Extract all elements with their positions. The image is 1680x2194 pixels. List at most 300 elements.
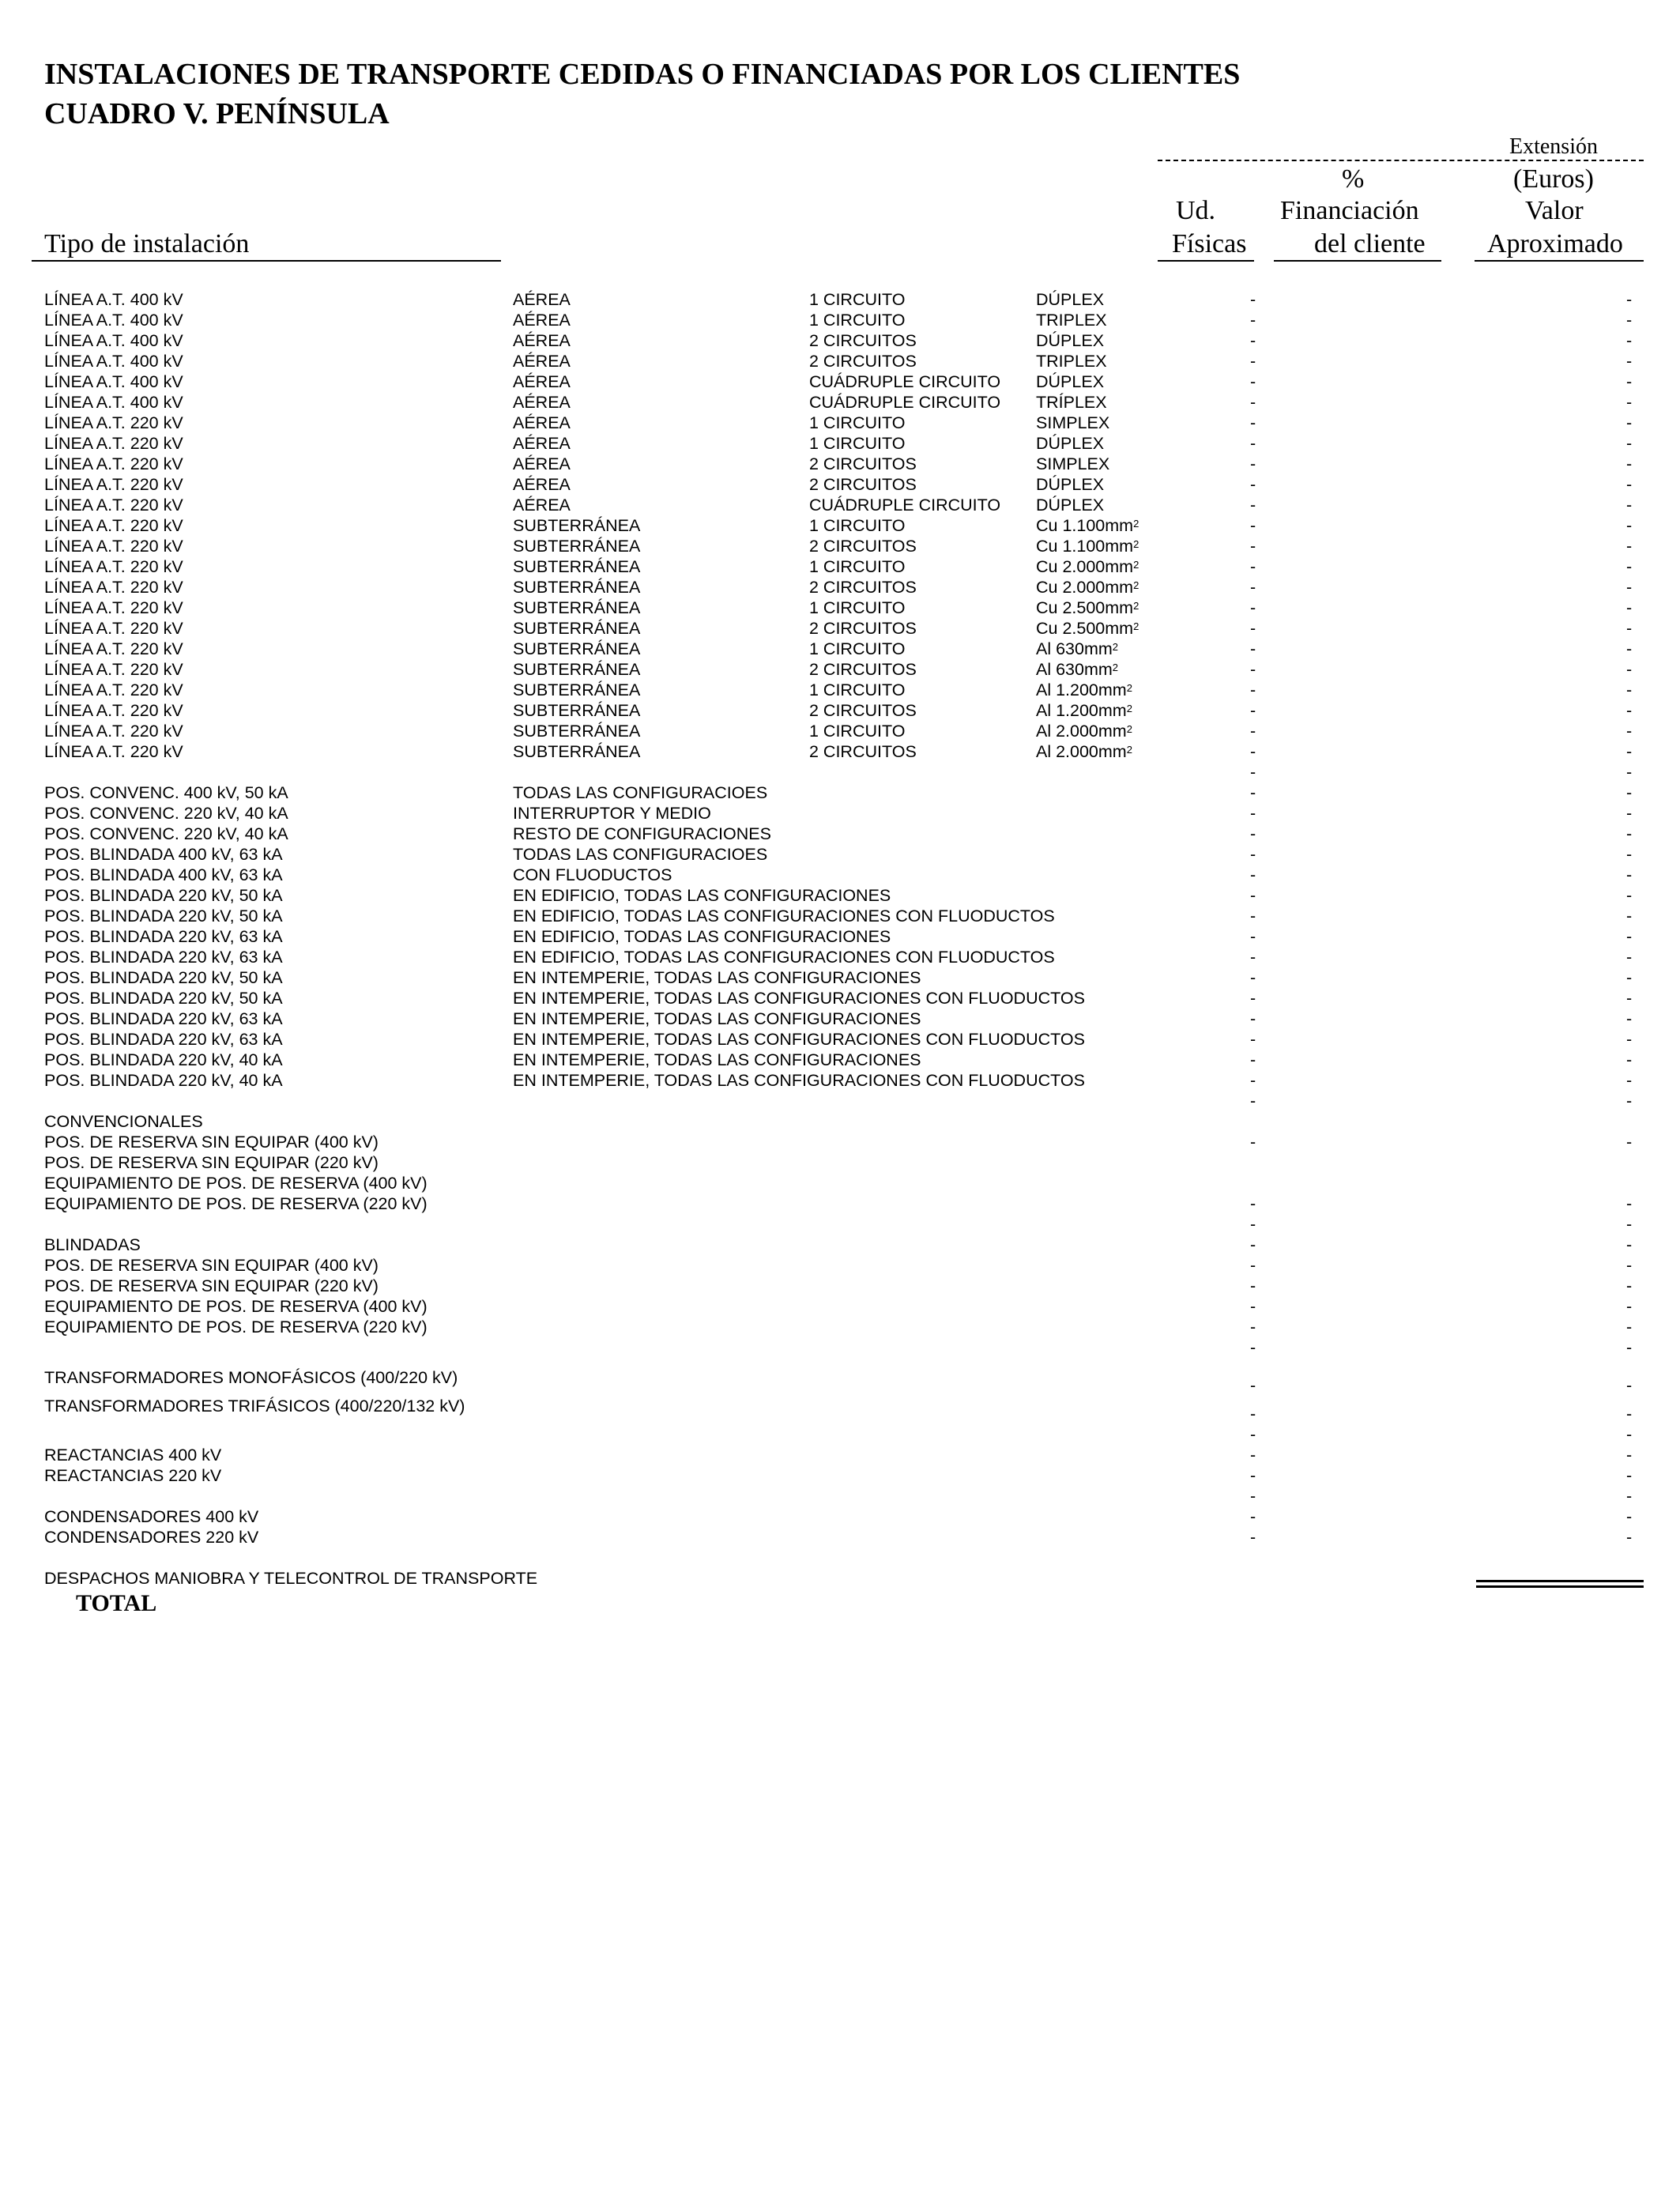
ud-fisicas-value: - [1250,1256,1256,1275]
valor-value: - [1626,598,1633,617]
table-row [0,1445,1680,1465]
ud-fisicas-value: - [1250,948,1256,967]
valor-value: - [1626,1133,1633,1152]
ud-fisicas-value: - [1250,434,1256,453]
modo-cell: SUBTERRÁNEA [513,680,641,699]
config-cell: DÚPLEX [1036,475,1105,494]
ud-fisicas-value: - [1250,1009,1256,1028]
ud-fisicas-value: - [1250,763,1256,782]
tipo-cell: EQUIPAMIENTO DE POS. DE RESERVA (400 kV) [44,1174,428,1193]
tipo-cell: POS. CONVENC. 220 kV, 40 kA [44,824,288,843]
valor-value: - [1626,537,1633,556]
desc-cell: TODAS LAS CONFIGURACIOES [513,845,768,864]
valor-value: - [1626,557,1633,576]
desc-cell: INTERRUPTOR Y MEDIO [513,804,711,823]
section-heading [0,1111,1680,1132]
tipo-cell: POS. CONVENC. 220 kV, 40 kA [44,804,288,823]
modo-cell: SUBTERRÁNEA [513,598,641,617]
squared-superscript: 2 [1112,662,1119,673]
tipo-cell: TRANSFORMADORES MONOFÁSICOS (400/220 kV) [44,1368,458,1387]
table-row [0,392,1680,413]
config-cell: Cu $1.100mm^2$ [1036,516,1139,535]
table-row [0,680,1680,700]
table-row [0,639,1680,659]
squared-superscript: 2 [1133,538,1139,550]
circuitos-cell: 2 CIRCUITOS [809,454,917,473]
modo-cell: SUBTERRÁNEA [513,722,641,741]
tipo-cell: LÍNEA A.T. 220 kV [44,598,183,617]
tipo-cell: LÍNEA A.T. 220 kV [44,434,183,453]
tipo-cell: POS. BLINDADA 400 kV, 63 kA [44,845,283,864]
tipo-cell: REACTANCIAS 400 kV [44,1446,222,1465]
valor-value: - [1626,352,1633,371]
valor-value: - [1626,886,1633,905]
ud-fisicas-value: - [1250,352,1256,371]
table-row [0,413,1680,433]
tipo-cell: POS. BLINDADA 220 kV, 40 kA [44,1050,283,1069]
tipo-cell: EQUIPAMIENTO DE POS. DE RESERVA (400 kV) [44,1297,428,1316]
desc-cell: EN INTEMPERIE, TODAS LAS CONFIGURACIONES [513,1009,921,1028]
circuitos-cell: 2 CIRCUITOS [809,475,917,494]
table-row [0,433,1680,454]
valor-value: - [1626,680,1633,699]
valor-value: - [1626,1030,1633,1049]
ud-fisicas-value: - [1250,1235,1256,1254]
squared-superscript: 2 [1126,723,1132,735]
valor-value: - [1626,968,1633,987]
circuitos-cell: 1 CIRCUITO [809,557,906,576]
valor-value: - [1626,907,1633,925]
dash-row [0,1337,1680,1358]
ud-fisicas-value: - [1250,660,1256,679]
valor-value: - [1626,845,1633,864]
table-row [0,947,1680,967]
table-row [0,1317,1680,1337]
tipo-cell: POS. DE RESERVA SIN EQUIPAR (400 kV) [44,1256,379,1275]
modo-cell: AÉREA [513,413,571,432]
table-row [0,1173,1680,1193]
ud-fisicas-value: - [1250,1318,1256,1336]
circuitos-cell: 2 CIRCUITOS [809,742,917,761]
modo-cell: SUBTERRÁNEA [513,557,641,576]
ud-fisicas-value: - [1250,1338,1256,1357]
tipo-cell: LÍNEA A.T. 220 kV [44,413,183,432]
valor-value: - [1626,1446,1633,1465]
header-rule-tipo [32,260,501,262]
table-row [0,741,1680,762]
ud-fisicas-value: - [1250,1425,1256,1444]
tipo-cell: DESPACHOS MANIOBRA Y TELECONTROL DE TRANSPORTE [44,1569,538,1588]
table-row [0,289,1680,310]
table-row [0,556,1680,577]
header-euros: (Euros) [1513,164,1594,194]
valor-value: - [1626,1091,1633,1110]
table-row [0,495,1680,515]
tipo-cell: POS. BLINDADA 220 kV, 50 kA [44,968,283,987]
valor-value: - [1626,475,1633,494]
table-row [0,906,1680,926]
ud-fisicas-value: - [1250,619,1256,638]
squared-superscript: 2 [1112,641,1119,653]
document-subtitle: CUADRO V. PENÍNSULA [44,97,390,130]
ud-fisicas-value: - [1250,1071,1256,1090]
table-row [0,885,1680,906]
circuitos-cell: 1 CIRCUITO [809,598,906,617]
tipo-cell: EQUIPAMIENTO DE POS. DE RESERVA (220 kV) [44,1194,428,1213]
ud-fisicas-value: - [1250,1466,1256,1485]
tipo-cell: LÍNEA A.T. 220 kV [44,496,183,515]
tipo-cell: LÍNEA A.T. 220 kV [44,578,183,597]
desc-cell: EN INTEMPERIE, TODAS LAS CONFIGURACIONES CON FLUODUCTOS [513,989,1085,1008]
modo-cell: AÉREA [513,352,571,371]
dash-row [0,1091,1680,1111]
table-row [0,1193,1680,1214]
header-financiacion: Financiación [1280,196,1419,225]
table-row [0,1029,1680,1050]
valor-value: - [1626,1318,1633,1336]
dash-row [0,1214,1680,1235]
total-label: TOTAL [76,1590,157,1616]
tipo-cell: POS. DE RESERVA SIN EQUIPAR (220 kV) [44,1276,379,1295]
valor-value: - [1626,1050,1633,1069]
dash-row [0,762,1680,782]
ud-fisicas-value: - [1250,783,1256,802]
valor-value: - [1626,454,1633,473]
valor-value: - [1626,1528,1633,1547]
modo-cell: SUBTERRÁNEA [513,701,641,720]
ud-fisicas-value: - [1250,824,1256,843]
table-row [0,351,1680,371]
valor-value: - [1626,578,1633,597]
tipo-cell: LÍNEA A.T. 400 kV [44,290,183,309]
tipo-cell: POS. BLINDADA 220 kV, 63 kA [44,1009,283,1028]
valor-value: - [1626,1338,1633,1357]
tipo-cell: LÍNEA A.T. 400 kV [44,311,183,330]
config-cell: Al $2.000mm^2$ [1036,722,1132,741]
valor-value: - [1626,742,1633,761]
ud-fisicas-value: - [1250,927,1256,946]
tipo-cell: POS. BLINDADA 220 kV, 50 kA [44,989,283,1008]
modo-cell: AÉREA [513,290,571,309]
ud-fisicas-value: - [1250,516,1256,535]
header-aproximado: Aproximado [1487,229,1623,258]
table-row [0,782,1680,803]
tipo-cell: CONDENSADORES 220 kV [44,1528,259,1547]
config-cell: Al $1.200mm^2$ [1036,701,1132,720]
config-cell: Cu $2.500mm^2$ [1036,598,1139,617]
valor-value: - [1626,1235,1633,1254]
tipo-cell: POS. BLINDADA 400 kV, 63 kA [44,865,283,884]
table-row [0,1008,1680,1029]
desc-cell: EN INTEMPERIE, TODAS LAS CONFIGURACIONES [513,1050,921,1069]
squared-superscript: 2 [1126,682,1132,694]
ud-fisicas-value: - [1250,331,1256,350]
ud-fisicas-value: - [1250,989,1256,1008]
config-cell: Al $1.200mm^2$ [1036,680,1132,699]
total-double-rule-bottom [1476,1585,1644,1588]
circuitos-cell: CUÁDRUPLE CIRCUITO [809,372,1001,391]
table-row [0,1152,1680,1173]
desc-cell: EN EDIFICIO, TODAS LAS CONFIGURACIONES CON FLUODUCTOS [513,948,1055,967]
desc-cell: EN INTEMPERIE, TODAS LAS CONFIGURACIONES CON FLUODUCTOS [513,1071,1085,1090]
valor-value: - [1626,1297,1633,1316]
ud-fisicas-value: - [1250,1528,1256,1547]
desc-cell: EN INTEMPERIE, TODAS LAS CONFIGURACIONES CON FLUODUCTOS [513,1030,1085,1049]
tipo-cell: POS. BLINDADA 220 kV, 50 kA [44,886,283,905]
tipo-cell: EQUIPAMIENTO DE POS. DE RESERVA (220 kV) [44,1318,428,1336]
table-row [0,515,1680,536]
ud-fisicas-value: - [1250,722,1256,741]
ud-fisicas-value: - [1250,742,1256,761]
section-heading-label: BLINDADAS [44,1235,141,1254]
squared-superscript: 2 [1133,518,1139,530]
header-rule-ud [1158,260,1254,262]
valor-value: - [1626,1466,1633,1485]
valor-value: - [1626,413,1633,432]
tipo-cell: LÍNEA A.T. 400 kV [44,352,183,371]
modo-cell: AÉREA [513,496,571,515]
table-row [0,1465,1680,1486]
modo-cell: AÉREA [513,372,571,391]
header-rule-valor [1475,260,1644,262]
tipo-cell: POS. DE RESERVA SIN EQUIPAR (220 kV) [44,1153,379,1172]
circuitos-cell: 1 CIRCUITO [809,680,906,699]
desc-cell: EN EDIFICIO, TODAS LAS CONFIGURACIONES CON FLUODUCTOS [513,907,1055,925]
tipo-cell: TRANSFORMADORES TRIFÁSICOS (400/220/132 kV) [44,1397,465,1416]
valor-value: - [1626,804,1633,823]
tipo-cell: POS. BLINDADA 220 kV, 50 kA [44,907,283,925]
config-cell: DÚPLEX [1036,331,1105,350]
circuitos-cell: 2 CIRCUITOS [809,578,917,597]
ud-fisicas-value: - [1250,968,1256,987]
valor-value: - [1626,516,1633,535]
table-row [0,1132,1680,1152]
desc-cell: EN EDIFICIO, TODAS LAS CONFIGURACIONES [513,886,891,905]
ud-fisicas-value: - [1250,886,1256,905]
config-cell: DÚPLEX [1036,290,1105,309]
tipo-cell: LÍNEA A.T. 400 kV [44,393,183,412]
header-extension: Extensión [1509,134,1598,159]
desc-cell: CON FLUODUCTOS [513,865,672,884]
header-del-cliente: del cliente [1314,229,1426,258]
circuitos-cell: 1 CIRCUITO [809,413,906,432]
desc-cell: TODAS LAS CONFIGURACIOES [513,783,768,802]
table-row [0,310,1680,330]
header-valor: Valor [1525,196,1584,225]
tipo-cell: LÍNEA A.T. 220 kV [44,557,183,576]
squared-superscript: 2 [1133,579,1139,591]
header-fisicas: Físicas [1172,229,1247,258]
table-row [0,598,1680,618]
valor-value: - [1626,989,1633,1008]
ud-fisicas-value: - [1250,1297,1256,1316]
valor-value: - [1626,496,1633,515]
ud-fisicas-value: - [1250,1050,1256,1069]
squared-superscript: 2 [1133,600,1139,612]
document-title: INSTALACIONES DE TRANSPORTE CEDIDAS O FINANCIADAS POR LOS CLIENTES [44,58,1241,91]
table-row [0,659,1680,680]
ud-fisicas-value: - [1250,290,1256,309]
modo-cell: SUBTERRÁNEA [513,639,641,658]
header-ud: Ud. [1176,196,1216,225]
desc-cell: EN INTEMPERIE, TODAS LAS CONFIGURACIONES [513,968,921,987]
table-row [0,618,1680,639]
valor-value: - [1626,1276,1633,1295]
table-row [0,988,1680,1008]
config-cell: Al $630mm^2$ [1036,639,1119,658]
config-cell: Cu $2.000mm^2$ [1036,557,1139,576]
table-row [0,454,1680,474]
section-heading-label: CONVENCIONALES [44,1112,203,1131]
table-row [0,1396,1680,1423]
ud-fisicas-value: - [1250,393,1256,412]
dash-row [0,1486,1680,1506]
valor-value: - [1626,763,1633,782]
ud-fisicas-value: - [1250,537,1256,556]
ud-fisicas-value: - [1250,845,1256,864]
modo-cell: AÉREA [513,393,571,412]
valor-value: - [1626,1256,1633,1275]
table-row [0,330,1680,351]
valor-value: - [1626,1194,1633,1213]
valor-value: - [1626,824,1633,843]
table-row [0,1367,1680,1395]
tipo-cell: LÍNEA A.T. 220 kV [44,639,183,658]
valor-value: - [1626,865,1633,884]
circuitos-cell: 2 CIRCUITOS [809,701,917,720]
circuitos-cell: 1 CIRCUITO [809,434,906,453]
modo-cell: AÉREA [513,454,571,473]
ud-fisicas-value: - [1250,701,1256,720]
modo-cell: SUBTERRÁNEA [513,742,641,761]
config-cell: Cu $2.500mm^2$ [1036,619,1139,638]
table-row [0,1296,1680,1317]
ud-fisicas-value: - [1250,372,1256,391]
valor-value: - [1626,331,1633,350]
ud-fisicas-value: - [1250,598,1256,617]
table-row [0,371,1680,392]
tipo-cell: LÍNEA A.T. 400 kV [44,331,183,350]
valor-value: - [1626,372,1633,391]
circuitos-cell: 2 CIRCUITOS [809,331,917,350]
header-rule-pct [1274,260,1441,262]
tipo-cell: LÍNEA A.T. 220 kV [44,516,183,535]
ud-fisicas-value: - [1250,413,1256,432]
tipo-cell: POS. BLINDADA 220 kV, 40 kA [44,1071,283,1090]
header-tipo-instalacion: Tipo de instalación [44,229,250,258]
ud-fisicas-value: - [1250,1091,1256,1110]
config-cell: SIMPLEX [1036,413,1110,432]
dash-row [0,1424,1680,1445]
valor-value: - [1626,311,1633,330]
modo-cell: AÉREA [513,434,571,453]
tipo-cell: POS. BLINDADA 220 kV, 63 kA [44,927,283,946]
ud-fisicas-value: - [1250,311,1256,330]
table-row [0,1050,1680,1070]
config-cell: TRIPLEX [1036,311,1107,330]
ud-fisicas-value: - [1250,1276,1256,1295]
tipo-cell: LÍNEA A.T. 400 kV [44,372,183,391]
modo-cell: AÉREA [513,475,571,494]
desc-cell: EN EDIFICIO, TODAS LAS CONFIGURACIONES [513,927,891,946]
valor-value: - [1626,639,1633,658]
table-row [0,844,1680,865]
ud-fisicas-value: - [1250,1507,1256,1526]
valor-value: - [1626,1009,1633,1028]
circuitos-cell: 1 CIRCUITO [809,311,906,330]
modo-cell: SUBTERRÁNEA [513,619,641,638]
table-row [0,474,1680,495]
header-pct-symbol: % [1342,164,1365,194]
config-cell: TRÍPLEX [1036,393,1107,412]
valor-value: - [1626,722,1633,741]
valor-value: - [1626,393,1633,412]
table-row [0,1070,1680,1091]
ud-fisicas-value: - [1250,1030,1256,1049]
squared-superscript: 2 [1126,744,1132,756]
ud-fisicas-value: - [1250,454,1256,473]
circuitos-cell: CUÁDRUPLE CIRCUITO [809,496,1001,515]
valor-value: - [1626,1376,1633,1395]
circuitos-cell: 2 CIRCUITOS [809,619,917,638]
tipo-cell: LÍNEA A.T. 220 kV [44,537,183,556]
ud-fisicas-value: - [1250,804,1256,823]
table-row [0,700,1680,721]
tipo-cell: POS. DE RESERVA SIN EQUIPAR (400 kV) [44,1133,379,1152]
valor-value: - [1626,701,1633,720]
table-row [0,865,1680,885]
tipo-cell: LÍNEA A.T. 220 kV [44,742,183,761]
table-row [0,1506,1680,1527]
ud-fisicas-value: - [1250,1215,1256,1234]
tipo-cell: LÍNEA A.T. 220 kV [44,680,183,699]
ud-fisicas-value: - [1250,1376,1256,1395]
valor-value: - [1626,1071,1633,1090]
table-row [0,1527,1680,1547]
table-row [0,1568,1680,1589]
valor-value: - [1626,1215,1633,1234]
circuitos-cell: 2 CIRCUITOS [809,537,917,556]
ud-fisicas-value: - [1250,1446,1256,1465]
config-cell: Al $2.000mm^2$ [1036,742,1132,761]
ud-fisicas-value: - [1250,1487,1256,1506]
valor-value: - [1626,1425,1633,1444]
table-row [0,1255,1680,1276]
ud-fisicas-value: - [1250,1194,1256,1213]
squared-superscript: 2 [1133,559,1139,571]
ud-fisicas-value: - [1250,1133,1256,1152]
valor-value: - [1626,1404,1633,1423]
circuitos-cell: 1 CIRCUITO [809,639,906,658]
tipo-cell: CONDENSADORES 400 kV [44,1507,259,1526]
ud-fisicas-value: - [1250,1404,1256,1423]
valor-value: - [1626,1507,1633,1526]
table-row [0,824,1680,844]
circuitos-cell: 1 CIRCUITO [809,722,906,741]
circuitos-cell: 1 CIRCUITO [809,290,906,309]
config-cell: DÚPLEX [1036,372,1105,391]
config-cell: DÚPLEX [1036,434,1105,453]
valor-value: - [1626,660,1633,679]
circuitos-cell: 1 CIRCUITO [809,516,906,535]
section-heading [0,1235,1680,1255]
modo-cell: AÉREA [513,331,571,350]
tipo-cell: POS. CONVENC. 400 kV, 50 kA [44,783,288,802]
valor-value: - [1626,948,1633,967]
table-row [0,536,1680,556]
tipo-cell: LÍNEA A.T. 220 kV [44,475,183,494]
ud-fisicas-value: - [1250,496,1256,515]
